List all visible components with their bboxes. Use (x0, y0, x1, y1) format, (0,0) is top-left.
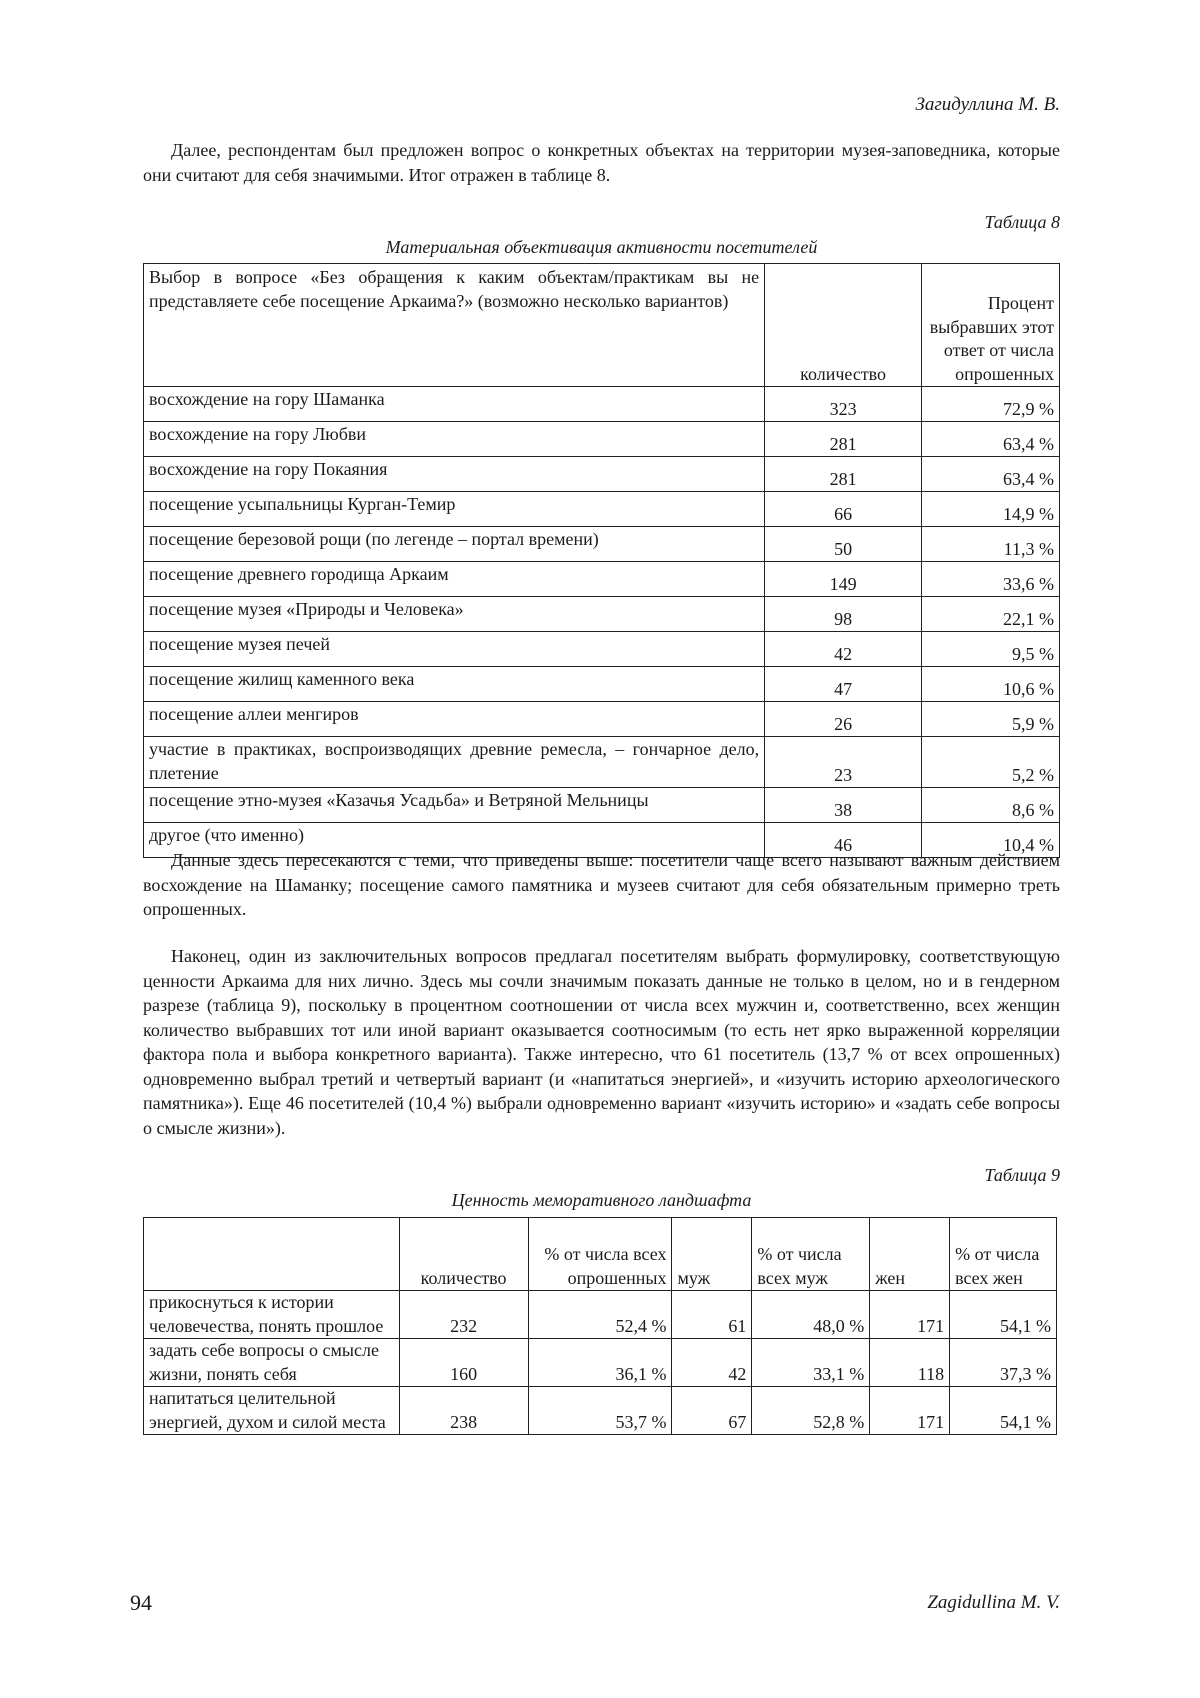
row-percent: 14,9 % (922, 492, 1060, 527)
row-men: 61 (672, 1291, 752, 1339)
table-row (144, 737, 1060, 788)
row-label: другое (что именно) (144, 823, 765, 858)
row-percent: 10,4 % (922, 823, 1060, 858)
row-count: 232 (399, 1291, 528, 1339)
row-count: 66 (765, 492, 922, 527)
table9-header-row (144, 1218, 1057, 1291)
table-row (144, 667, 1060, 702)
row-count: 98 (765, 597, 922, 632)
row-count: 281 (765, 422, 922, 457)
row-label: восхождение на гору Покаяния (144, 457, 765, 492)
row-count: 38 (765, 788, 922, 823)
row-count: 238 (399, 1387, 528, 1435)
row-percent: 22,1 % (922, 597, 1060, 632)
table-row (144, 387, 1060, 422)
row-count: 323 (765, 387, 922, 422)
row-pct-all: 52,4 % (528, 1291, 672, 1339)
table9-header-count: количество (399, 1218, 528, 1291)
table9-header-pct-women: % от числа всех жен (950, 1218, 1057, 1291)
row-percent: 5,2 % (922, 737, 1060, 788)
table8-header-choice: Выбор в вопросе «Без обращения к каким объектам/практикам вы не представляете себе посещение Аркаима?» (возможно несколько вариантов) (144, 264, 765, 387)
row-label: посещение музея печей (144, 632, 765, 667)
row-label: задать себе вопросы о смысле жизни, понять себя (144, 1339, 400, 1387)
row-label: посещение древнего городища Аркаим (144, 562, 765, 597)
row-pct-men: 48,0 % (752, 1291, 870, 1339)
row-label: посещение аллеи менгиров (144, 702, 765, 737)
row-label: посещение этно-музея «Казачья Усадьба» и Ветряной Мельницы (144, 788, 765, 823)
table8-caption: Материальная объективация активности посетителей (385, 237, 818, 257)
row-label: прикоснуться к истории человечества, понять прошлое (144, 1291, 400, 1339)
table-row (144, 492, 1060, 527)
row-count: 26 (765, 702, 922, 737)
row-pct-women: 54,1 % (950, 1387, 1057, 1435)
row-percent: 11,3 % (922, 527, 1060, 562)
table-row (144, 632, 1060, 667)
row-pct-women: 54,1 % (950, 1291, 1057, 1339)
row-label: напитаться целительной энергией, духом и силой места (144, 1387, 400, 1435)
row-percent: 8,6 % (922, 788, 1060, 823)
table9-header-blank (144, 1218, 400, 1291)
row-percent: 63,4 % (922, 422, 1060, 457)
row-label: посещение березовой рощи (по легенде – портал времени) (144, 527, 765, 562)
table-row (144, 597, 1060, 632)
row-women: 118 (870, 1339, 950, 1387)
footer-author: Zagidullina M. V. (927, 1592, 1060, 1613)
row-women: 171 (870, 1291, 950, 1339)
table9-label: Таблица 9 (984, 1165, 1060, 1185)
table9-header-women: жен (870, 1218, 950, 1291)
row-women: 171 (870, 1387, 950, 1435)
row-pct-all: 53,7 % (528, 1387, 672, 1435)
row-count: 47 (765, 667, 922, 702)
table-row (144, 1291, 1057, 1339)
table-row (144, 788, 1060, 823)
row-count: 149 (765, 562, 922, 597)
table9-header-men: муж (672, 1218, 752, 1291)
table-row (144, 527, 1060, 562)
row-label: посещение музея «Природы и Человека» (144, 597, 765, 632)
row-percent: 5,9 % (922, 702, 1060, 737)
row-percent: 63,4 % (922, 457, 1060, 492)
table9-header-pct-men: % от числа всех муж (752, 1218, 870, 1291)
row-label: восхождение на гору Любви (144, 422, 765, 457)
table-row (144, 1387, 1057, 1435)
row-percent: 9,5 % (922, 632, 1060, 667)
row-label: посещение жилищ каменного века (144, 667, 765, 702)
row-label: участие в практиках, воспроизводящих древние ремесла, – гончарное дело, плетение (144, 737, 765, 788)
row-men: 42 (672, 1339, 752, 1387)
row-percent: 33,6 % (922, 562, 1060, 597)
table8-label: Таблица 8 (984, 212, 1060, 232)
row-label: посещение усыпальницы Курган-Темир (144, 492, 765, 527)
table-row (144, 702, 1060, 737)
paragraph-intro: Далее, респондентам был предложен вопрос о конкретных объектах на территории музея-заповедника, которые они считают для себя значимыми. Итог отражен в таблице 8. (143, 140, 1060, 185)
paragraph-analysis: Данные здесь пересекаются с теми, что приведены выше: посетители чаще всего называют важным действием восхождение на Шаманку; посещение самого памятника и музеев считают для себя обязательным примерно треть опрошенных. (143, 850, 1060, 919)
row-pct-men: 52,8 % (752, 1387, 870, 1435)
table8-header-row (144, 264, 1060, 387)
page-number: 94 (130, 1590, 152, 1615)
table9-caption: Ценность меморативного ландшафта (451, 1190, 752, 1210)
table8 (143, 263, 1060, 858)
row-count: 23 (765, 737, 922, 788)
table-row (144, 562, 1060, 597)
table8-header-percent: Процент выбравших этот ответ от числа опрошенных (922, 264, 1060, 387)
table9-header-pct-all: % от числа всех опрошенных (528, 1218, 672, 1291)
row-count: 50 (765, 527, 922, 562)
row-pct-men: 33,1 % (752, 1339, 870, 1387)
running-head: Загидуллина М. В. (915, 94, 1060, 115)
row-count: 281 (765, 457, 922, 492)
table8-header-count: количество (765, 264, 922, 387)
paragraph-gender: Наконец, один из заключительных вопросов предлагал посетителям выбрать формулировку, соответствующую ценности Аркаима для них лично. Здесь мы сочли значимым показать данные не только в целом, но и в гендерном разрезе (таблица 9), поскольку в процентном соотношении от числа всех мужчин и, соответственно, всех женщин количество выбравших тот или иной вариант оказывается соотносимым (то есть нет ярко выраженной корреляции фактора пола и выбора конкретного варианта). Также интересно, что 61 посетитель (13,7 % от всех опрошенных) одновременно выбрал третий и четвертый вариант (и «напитаться энергией», и «изучить историю археологического памятника»). Еще 46 посетителей (10,4 %) выбрали одновременно вариант «изучить историю» и «задать себе вопросы о смысле жизни»). (143, 946, 1060, 1138)
row-percent: 72,9 % (922, 387, 1060, 422)
row-count: 160 (399, 1339, 528, 1387)
row-pct-all: 36,1 % (528, 1339, 672, 1387)
row-pct-women: 37,3 % (950, 1339, 1057, 1387)
table-row (144, 457, 1060, 492)
table-row (144, 422, 1060, 457)
row-percent: 10,6 % (922, 667, 1060, 702)
row-label: восхождение на гору Шаманка (144, 387, 765, 422)
row-men: 67 (672, 1387, 752, 1435)
row-count: 46 (765, 823, 922, 858)
table-row (144, 1339, 1057, 1387)
table9 (143, 1217, 1057, 1435)
row-count: 42 (765, 632, 922, 667)
